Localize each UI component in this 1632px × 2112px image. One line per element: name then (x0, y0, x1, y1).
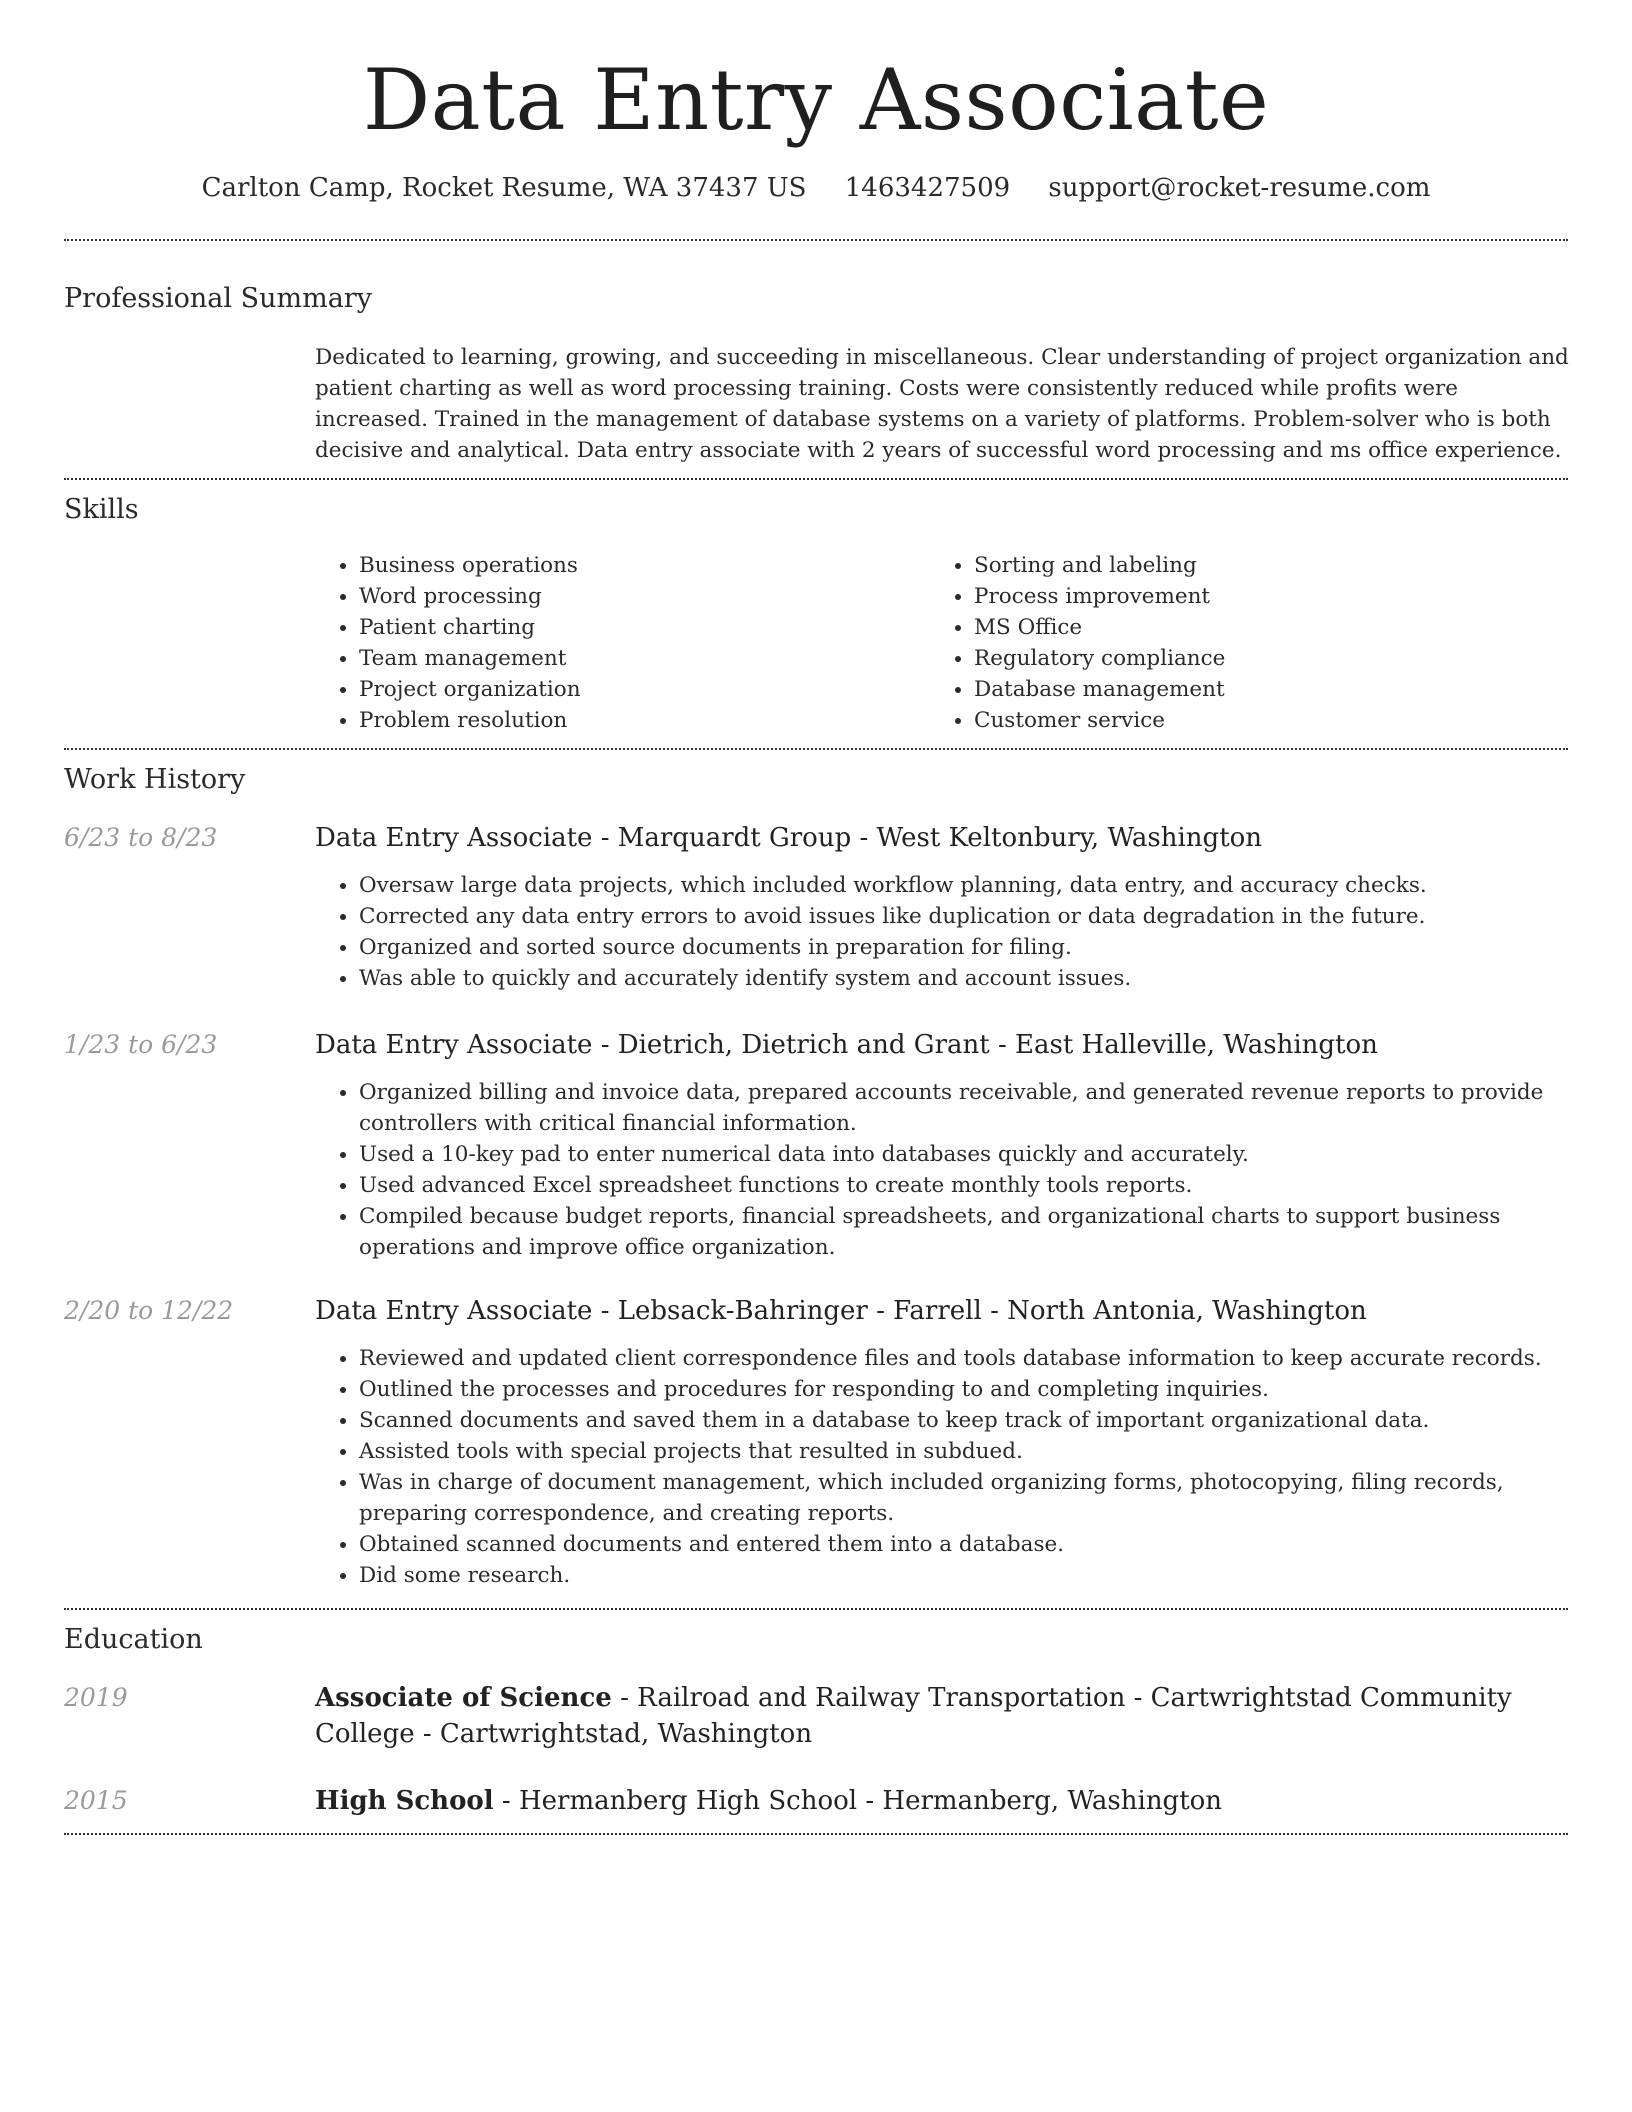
job-bullet: • Organized billing and invoice data, prepared accounts receivable, and generated revenue reports to provide controllers with critical financial information. (359, 1077, 1570, 1139)
skill-item: • MS Office (974, 612, 1530, 643)
education-details: - Railroad and Railway Transportation - Cartwrightstad Community College - Cartwrightstad, Washington (315, 1683, 1512, 1749)
education-entry (315, 1680, 1570, 1752)
skill-item: • Sorting and labeling (974, 550, 1530, 581)
divider (64, 239, 1568, 241)
job-date: 1/23 to 6/23 (64, 1030, 218, 1059)
job-title: Data Entry Associate - Lebsack-Bahringer - Farrell - North Antonia, Washington (315, 1296, 1367, 1326)
job-date: 6/23 to 8/23 (64, 823, 218, 852)
job-bullets (315, 1343, 1570, 1591)
section-title-skills: Skills (64, 494, 139, 525)
job-bullet: • Used advanced Excel spreadsheet functions to create monthly tools reports. (359, 1170, 1570, 1201)
education-degree: Associate of Science (315, 1683, 612, 1713)
contact-address: Carlton Camp, Rocket Resume, WA 37437 US (201, 173, 807, 203)
job-bullet: • Was able to quickly and accurately identify system and account issues. (359, 963, 1570, 994)
education-date: 2015 (64, 1786, 128, 1815)
job-bullet: • Scanned documents and saved them in a database to keep track of important organizational data. (359, 1405, 1570, 1436)
job-bullet: • Assisted tools with special projects that resulted in subdued. (359, 1436, 1570, 1467)
candidate-name: Data Entry Associate (362, 51, 1270, 149)
contact-email: support@rocket-resume.com (1048, 173, 1431, 203)
skill-item: • Patient charting (359, 612, 915, 643)
education-degree: High School (315, 1786, 494, 1816)
skill-item: • Business operations (359, 550, 915, 581)
job-bullet: • Used a 10-key pad to enter numerical data into databases quickly and accurately. (359, 1139, 1570, 1170)
skill-item: • Team management (359, 643, 915, 674)
contact-phone: 1463427509 (844, 173, 1011, 203)
job-bullet: • Did some research. (359, 1560, 1570, 1591)
job-date: 2/20 to 12/22 (64, 1296, 234, 1325)
job-bullet: • Corrected any data entry errors to avoid issues like duplication or data degradation in the future. (359, 901, 1570, 932)
skill-item: • Word processing (359, 581, 915, 612)
job-bullet: • Outlined the processes and procedures for responding to and completing inquiries. (359, 1374, 1570, 1405)
job-bullets (315, 870, 1570, 994)
job-bullet: • Was in charge of document management, which included organizing forms, photocopying, filing records, preparing correspondence, and creating reports. (359, 1467, 1570, 1529)
section-title-education: Education (64, 1624, 203, 1655)
job-bullet: • Compiled because budget reports, financial spreadsheets, and organizational charts to support business operations and improve office organization. (359, 1201, 1570, 1263)
contact-line (0, 170, 1632, 206)
section-title-work-history: Work History (64, 764, 246, 795)
divider (64, 1608, 1568, 1610)
skill-item: • Database management (974, 674, 1530, 705)
skill-item: • Process improvement (974, 581, 1530, 612)
section-title-summary: Professional Summary (64, 283, 372, 314)
divider (64, 748, 1568, 750)
divider (64, 1833, 1568, 1835)
education-entry (315, 1783, 1570, 1819)
skill-item: • Regulatory compliance (974, 643, 1530, 674)
skill-item: • Project organization (359, 674, 915, 705)
education-details: - Hermanberg High School - Hermanberg, Washington (493, 1786, 1223, 1816)
skill-item: • Customer service (974, 705, 1530, 736)
skills-column-left (315, 550, 915, 736)
job-bullets (315, 1077, 1570, 1263)
job-bullet: • Reviewed and updated client correspondence files and tools database information to keep accurate records. (359, 1343, 1570, 1374)
skills-column-right (930, 550, 1530, 736)
job-bullet: • Oversaw large data projects, which included workflow planning, data entry, and accuracy checks. (359, 870, 1570, 901)
education-date: 2019 (64, 1683, 128, 1712)
summary-text: Dedicated to learning, growing, and succeeding in miscellaneous. Clear understanding of project organization and patient charting as well as word processing training. Costs were consistently reduced while profits were increased. Trained in the management of database systems on a variety of platforms. Problem-solver who is both decisive and analytical. Data entry associate with 2 years of successful word processing and ms office experience. (315, 345, 1569, 463)
skill-item: • Problem resolution (359, 705, 915, 736)
job-title: Data Entry Associate - Dietrich, Dietrich and Grant - East Halleville, Washington (315, 1030, 1378, 1060)
job-title: Data Entry Associate - Marquardt Group - West Keltonbury, Washington (315, 823, 1263, 853)
divider (64, 478, 1568, 480)
job-bullet: • Obtained scanned documents and entered them into a database. (359, 1529, 1570, 1560)
job-bullet: • Organized and sorted source documents in preparation for filing. (359, 932, 1570, 963)
